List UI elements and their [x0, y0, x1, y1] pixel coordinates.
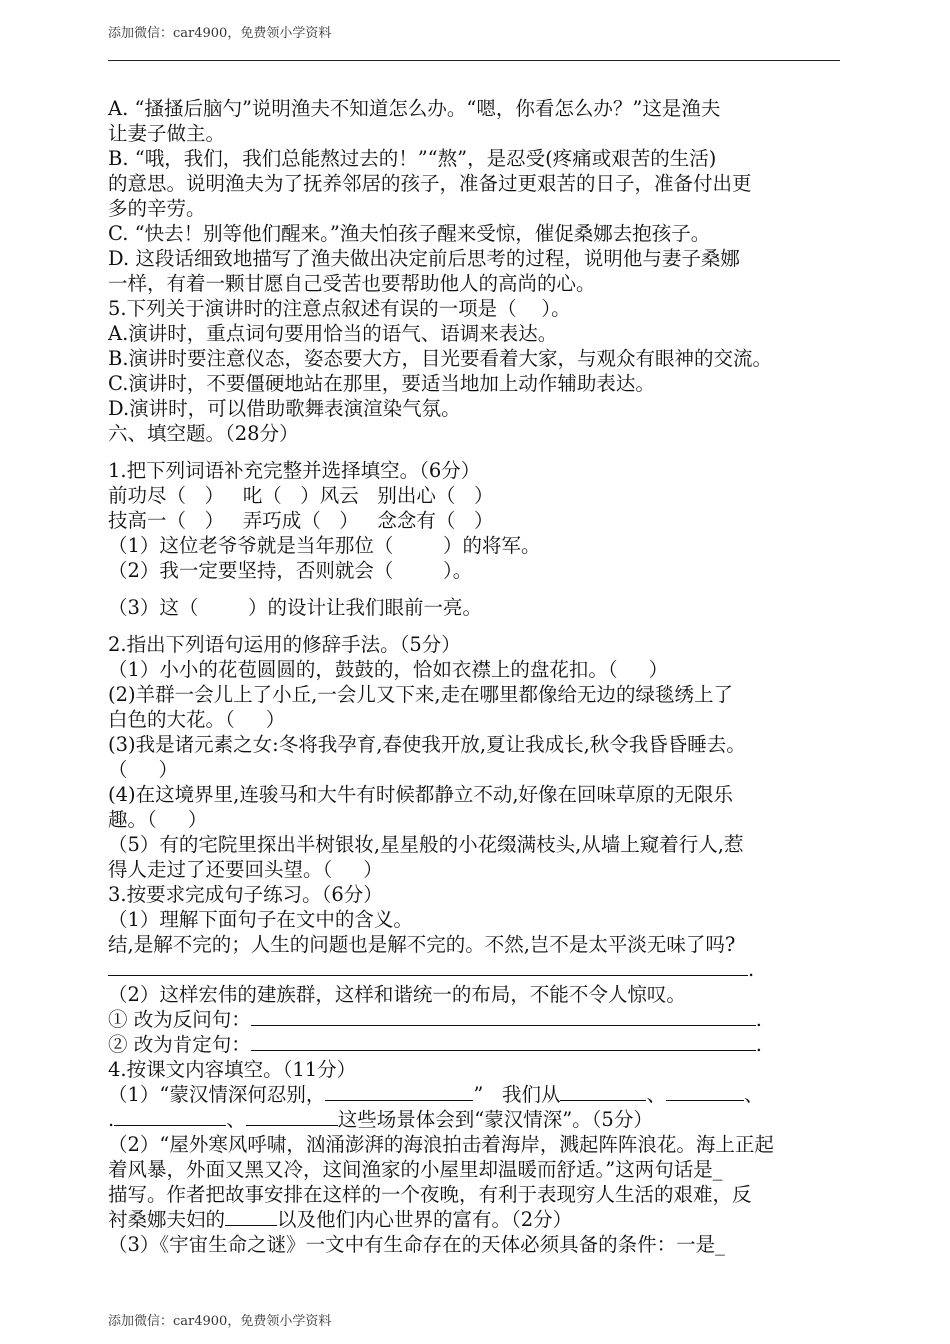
- text-line: 结,是解不完的；人生的问题也是解不完的。不然,岂不是太平淡无味了吗?: [108, 933, 736, 956]
- text-line: 描写。作者把故事安排在这样的一个夜晚，有利于表现穷人生活的艰难，反: [108, 1183, 752, 1206]
- text-line: 前功尽（ ） 叱（ ）风云 别出心（ ）: [108, 484, 494, 507]
- text-line: （2）“屋外寒风呼啸，汹涌澎湃的海浪拍击着海岸，溅起阵阵浪花。海上正起: [108, 1133, 774, 1156]
- text-line: 技高一（ ） 弄巧成（ ） 念念有（ ）: [108, 509, 494, 532]
- text-line: 让妻子做主。: [108, 122, 226, 145]
- text-line: （5）有的宅院里探出半树银妆,星星般的小花缀满枝头,从墙上窥着行人,惹: [108, 833, 744, 856]
- text-line: 多的辛劳。: [108, 197, 206, 220]
- option-line: D.演讲时，可以借助歌舞表演渲染气氛。: [108, 397, 461, 420]
- text-line: （1）这位老爷爷就是当年那位（ ）的将军。: [108, 534, 541, 557]
- text-line: 着风暴，外面又黑又冷，这间渔家的小屋里却温暖而舒适。”这两句话是_: [108, 1158, 723, 1181]
- answer-line[interactable]: ② 改为肯定句： .: [108, 1033, 762, 1056]
- question-title: 2.指出下列语句运用的修辞手法。（5分）: [108, 633, 461, 656]
- text-line: C. “快去！别等他们醒来。”渔夫怕孩子醒来受惊，催促桑娜去抱孩子。: [108, 222, 711, 245]
- text-line: 的意思。说明渔夫为了抚养邻居的孩子，准备过更艰苦的日子，准备付出更: [108, 172, 752, 195]
- text-line: B. “哦，我们，我们总能熬过去的！”“熬”，是忍受(疼痛或艰苦的生活): [108, 147, 717, 170]
- text-line: (4)在这境界里,连骏马和大牛有时候都静立不动,好像在回味草原的无限乐: [108, 783, 734, 806]
- text-line: （2）这样宏伟的建族群，这样和谐统一的布局，不能不令人惊叹。: [108, 983, 686, 1006]
- question-title: 4.按课文内容填空。（11分）: [108, 1058, 357, 1081]
- text-line: （3）《宇宙生命之谜》一文中有生命存在的天体必须具备的条件：一是_: [108, 1233, 725, 1256]
- text-line: （2）我一定要坚持，否则就会（ ）。: [108, 559, 473, 582]
- text-line: D. 这段话细致地描写了渔夫做出决定前后思考的过程，说明他与妻子桑娜: [108, 247, 740, 270]
- page-footer: 添加微信：car4900，免费领小学资料: [108, 1314, 332, 1329]
- option-line: A.演讲时，重点词句要用恰当的语气、语调来表达。: [108, 322, 558, 345]
- text-line: （1）理解下面句子在文中的含义。: [108, 908, 413, 931]
- question-title: 1.把下列词语补充完整并选择填空。（6分）: [108, 459, 481, 482]
- text-line: （ ）: [108, 758, 178, 781]
- document-body: [108, 96, 848, 1257]
- text-line: （1）小小的花苞圆圆的，鼓鼓的，恰如衣襟上的盘花扣。（ ）: [108, 658, 669, 681]
- answer-line[interactable]: ① 改为反问句： .: [108, 1008, 762, 1031]
- text-line: 趣。（ ）: [108, 808, 208, 831]
- text-line: 白色的大花。（ ）: [108, 708, 286, 731]
- option-line: C.演讲时，不要僵硬地站在那里，要适当地加上动作辅助表达。: [108, 372, 655, 395]
- answer-line[interactable]: .: [108, 957, 848, 982]
- text-line: 得人走过了还要回头望。（ ）: [108, 858, 383, 881]
- header-rule: [108, 60, 840, 61]
- section-title: 六、填空题。（28分）: [108, 422, 299, 445]
- text-line: (2)羊群一会儿上了小丘,一会儿又下来,走在哪里都像给无边的绿毯绣上了: [108, 683, 734, 706]
- text-line: （3）这（ ）的设计让我们眼前一亮。: [108, 596, 482, 619]
- option-line: B.演讲时要注意仪态，姿态要大方，目光要看着大家，与观众有眼神的交流。: [108, 347, 773, 370]
- text-line: A. “搔搔后脑勺”说明渔夫不知道怎么办。“嗯，你看怎么办？”这是渔夫: [108, 97, 721, 120]
- fill-line[interactable]: 衬桑娜夫妇的 以及他们内心世界的富有。（2分）: [108, 1208, 573, 1231]
- question-title: 3.按要求完成句子练习。（6分）: [108, 883, 383, 906]
- fill-line[interactable]: . 、 这些场景体会到“蒙汉情深”。（5分）: [108, 1108, 653, 1131]
- text-line: 一样，有着一颗甘愿自己受苦也要帮助他人的高尚的心。: [108, 272, 596, 295]
- text-line: (3)我是诸元素之女:冬将我孕育,春使我开放,夏让我成长,秋令我昏昏睡去。: [108, 733, 746, 756]
- question-title: 5.下列关于演讲时的注意点叙述有误的一项是（ ）。: [108, 297, 571, 320]
- fill-line[interactable]: （1）“蒙汉情深何忍别， ” 我们从 、 、: [108, 1083, 764, 1106]
- page-header: 添加微信：car4900，免费领小学资料: [108, 26, 332, 41]
